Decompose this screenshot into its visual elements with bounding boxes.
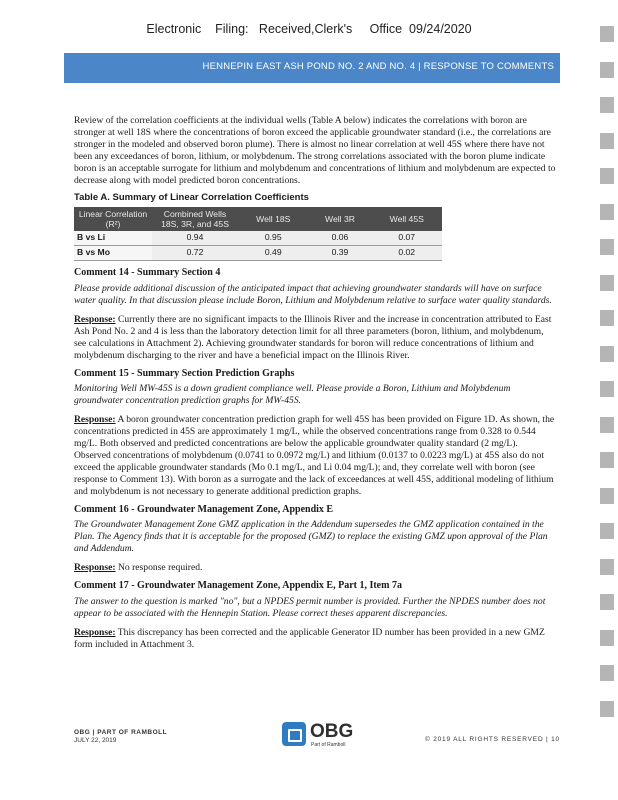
table-header: Well 18S — [238, 207, 309, 231]
side-tab[interactable] — [600, 62, 614, 78]
response-text: A boron groundwater concentration prediction graph for well 45S has been provided on Figure 1D. As shown, the concentrations predicted in 45S are approximately 1 mg/L, while the observed concentrations range from 0.328 to 0.544 mg/L. Both observed and predicted concentrations are below the applicable groundwater quality standard (2 mg/L). Observed concentrations of molybdenum (0.0741 to 0.0972 mg/L) and lithium (0.0137 to 0.0223 mg/L) at 45S also do not exceed the applicable groundwater standards (Mo 0.1 mg/L, and Li 0.04 mg/L); and, they correlate well with boron (see response to Comment 13). With boron as a surrogate and the lack of exceedances at well 45S, additional modeling of lithium and molybdenum is not necessary to generate additional prediction graphs. — [74, 414, 555, 497]
table-cell: B vs Mo — [74, 246, 152, 261]
table-cell: 0.72 — [152, 246, 238, 261]
side-tab[interactable] — [600, 701, 614, 717]
side-tab[interactable] — [600, 417, 614, 433]
side-tab[interactable] — [600, 630, 614, 646]
comment-heading: Comment 15 - Summary Section Prediction Graphs — [74, 367, 295, 379]
comment-heading: Comment 17 - Groundwater Management Zone, Appendix E, Part 1, Item 7a — [74, 580, 402, 592]
side-tab[interactable] — [600, 594, 614, 610]
table-cell: 0.07 — [371, 231, 442, 245]
obg-logo-icon — [282, 722, 306, 746]
comment-heading: Comment 16 - Groundwater Management Zone, Appendix E — [74, 503, 334, 515]
table-cell: 0.39 — [309, 246, 372, 261]
table-header: Well 45S — [371, 207, 442, 231]
obg-logo — [282, 722, 354, 750]
comment-heading: Comment 14 - Summary Section 4 — [74, 267, 221, 279]
obg-logo-subtitle: Part of Ramboll — [311, 742, 346, 748]
side-tab[interactable] — [600, 381, 614, 397]
table-row — [74, 246, 442, 261]
table-header: Combined Wells 18S, 3R, and 45S — [152, 207, 238, 231]
side-tab[interactable] — [600, 97, 614, 113]
response-text: No response required. — [115, 562, 203, 574]
footer-copyright: © 2019 ALL RIGHTS RESERVED | 10 — [425, 736, 560, 743]
side-tab[interactable] — [600, 488, 614, 504]
response-label: Response: — [74, 414, 116, 426]
table-cell: 0.95 — [238, 231, 309, 245]
comment-response — [74, 314, 556, 362]
comment-response — [74, 627, 556, 651]
comment-14 — [74, 267, 556, 361]
table-caption: Table A. Summary of Linear Correlation Coefficients — [74, 192, 309, 204]
response-text: Currently there are no significant impacts to the Illinois River and the increase in concentration attributed to East Ash Pond No. 2 and 4 is less than the laboratory detection limit for all three parameters (boron, lithium, and molybdenum, see calculations in Attachment 2). Achieving groundwater standards for boron will reduce concentrations of lithium and molybdenum discharging to the river and have a beneficial impact on the Illinois River. — [74, 313, 552, 361]
comment-question: Monitoring Well MW-45S is a down gradient compliance well. Please provide a Boron, Lithium and Molybdenum groundwater concentration prediction graphs for MW-45S. — [74, 383, 511, 407]
side-tab[interactable] — [600, 133, 614, 149]
intro-paragraph: Review of the correlation coefficients at the individual wells (Table A below) indicates the correlations with boron are stronger at well 18S where the concentrations of boron exceed the applicable groundwater standard (i.e., the correlations are stronger in the modeled and observed boron plume). There is almost no linear correlation at well 45S where there have not been any exceedances of boron, lithium, or molybdenum. The strong correlations associated with the boron plume indicate boron is an acceptable surrogate for lithium and molybdenum and concentrations of lithium and molybdenum are expected to decrease along with model predicted boron concentrations. — [74, 115, 556, 186]
table-cell: 0.49 — [238, 246, 309, 261]
side-tab[interactable] — [600, 239, 614, 255]
side-tab[interactable] — [600, 204, 614, 220]
header-banner — [64, 53, 560, 83]
response-label: Response: — [74, 626, 116, 638]
response-text: This discrepancy has been corrected and the applicable Generator ID number has been provided in a new GMZ form included in Attachment 3. — [74, 626, 545, 650]
header-banner-title: HENNEPIN EAST ASH POND NO. 2 AND NO. 4 | RESPONSE TO COMMENTS — [202, 61, 554, 72]
comment-15 — [74, 368, 556, 498]
side-tab[interactable] — [600, 452, 614, 468]
obg-logo-text: OBG — [310, 721, 354, 742]
comment-question: Please provide additional discussion of the anticipated impact that achieving groundwater standards will have on surface water quality. In that discussion please include Boron, Lithium and Molybdenum relative to surface water quality standards. — [74, 283, 552, 306]
footer-date: JULY 22, 2019 — [74, 737, 117, 744]
comment-17 — [74, 580, 556, 651]
side-tab[interactable] — [600, 346, 614, 362]
comment-response — [74, 414, 556, 497]
footer-left — [74, 729, 167, 745]
page-content — [74, 115, 556, 657]
side-tab[interactable] — [600, 168, 614, 184]
side-tabs — [600, 26, 614, 736]
side-tab[interactable] — [600, 275, 614, 291]
side-tab[interactable] — [600, 523, 614, 539]
comment-question: The answer to the question is marked "no", but a NPDES permit number is provided. Further the NPDES number does not appear to be associated with the Hennepin Station. Please correct theses apparent discrepancies. — [74, 596, 546, 619]
table-cell: 0.02 — [371, 246, 442, 261]
table-header-row — [74, 207, 442, 231]
table-row — [74, 231, 442, 245]
table-cell: B vs Li — [74, 231, 152, 245]
footer-company: OBG | PART OF RAMBOLL — [74, 729, 168, 736]
side-tab[interactable] — [600, 665, 614, 681]
response-label: Response: — [74, 562, 116, 574]
comment-question: The Groundwater Management Zone GMZ application in the Addendum supersedes the GMZ application contained in the Plan. The Agency finds that it is acceptable for the proposed (GMZ) to replace the existing GMZ upon approval of the Plan and Addendum. — [74, 519, 548, 555]
comment-response — [74, 562, 556, 574]
table-cell: 0.06 — [309, 231, 372, 245]
filing-stamp: Electronic Filing: Received,Clerk's Office 09/24/2020 — [146, 22, 472, 36]
table-header: Linear Correlation (R²) — [74, 207, 152, 231]
side-tab[interactable] — [600, 26, 614, 42]
response-label: Response: — [74, 313, 116, 325]
side-tab[interactable] — [600, 559, 614, 575]
correlation-table — [74, 207, 442, 261]
table-header: Well 3R — [309, 207, 372, 231]
side-tab[interactable] — [600, 310, 614, 326]
table-cell: 0.94 — [152, 231, 238, 245]
comment-16 — [74, 504, 556, 575]
